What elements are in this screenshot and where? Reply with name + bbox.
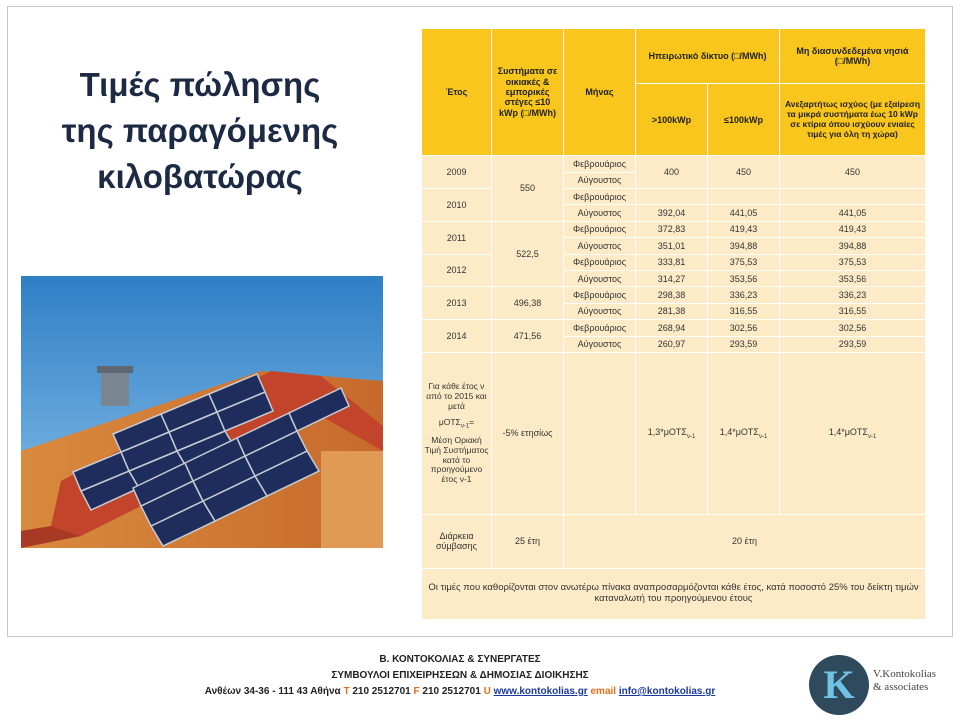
- cell-le100: 394,88: [708, 238, 780, 254]
- cell-note: Οι τιμές που καθορίζονται στον ανωτέρω πίνακα αναπροσαρμόζονται κάθε έτος, κατά ποσοστό 25% του δείκτη τιμών καταναλωτή του προηγούμενου έτους: [422, 568, 926, 619]
- cell-year: 2011: [422, 221, 492, 254]
- cell-islands: 302,56: [780, 320, 926, 336]
- logo-tagline: & associates: [873, 681, 929, 693]
- cell-from2015-label: [422, 353, 492, 515]
- footer-fax: 210 2512701: [422, 686, 481, 697]
- cell-duration-other: 20 έτη: [564, 515, 926, 568]
- cell-month: Αύγουστος: [564, 238, 636, 254]
- footer-website-link[interactable]: www.kontokolias.gr: [493, 686, 588, 697]
- cell-le100: [708, 189, 780, 205]
- cell-from2015-islands: [780, 353, 926, 515]
- cell-month: Φεβρουάριος: [564, 189, 636, 205]
- cell-month: Φεβρουάριος: [564, 287, 636, 303]
- cell-rooftop: 471,56: [492, 320, 564, 353]
- cell-islands: 419,43: [780, 221, 926, 237]
- title-line-3: κιλοβατώρας: [97, 158, 303, 195]
- cell-month: Φεβρουάριος: [564, 221, 636, 237]
- cell-duration-label: Διάρκεια σύμβασης: [422, 515, 492, 568]
- from2015-gt100-sub: ν-1: [686, 433, 696, 440]
- from2015-mots-sub: ν-1: [460, 423, 470, 430]
- company-logo: [808, 654, 870, 716]
- cell-month: Αύγουστος: [564, 205, 636, 221]
- cell-rooftop: 550: [492, 156, 564, 222]
- cell-islands: 336,23: [780, 287, 926, 303]
- cell-year: 2013: [422, 287, 492, 320]
- from2015-le100-text: 1,4*μΟΤΣ: [719, 426, 759, 437]
- header-mainland: Ηπειρωτικό δίκτυο (□/MWh): [636, 29, 780, 84]
- cell-gt100: 372,83: [636, 221, 708, 237]
- cell-gt100: 298,38: [636, 287, 708, 303]
- footer-f-label: F: [413, 686, 420, 697]
- header-islands: Μη διασυνδεδεμένα νησιά (□/MWh): [780, 29, 926, 84]
- cell-le100: 302,56: [708, 320, 780, 336]
- from2015-mots: μΟΤΣ: [438, 416, 461, 427]
- cell-month: Αύγουστος: [564, 303, 636, 319]
- header-month: Μήνας: [564, 29, 636, 156]
- header-le100: ≤100kWp: [708, 84, 780, 156]
- cell-from2015-gt100: [636, 353, 708, 515]
- footer-company: Β. ΚΟΝΤΟΚΟΛΙΑΣ & ΣΥΝΕΡΓΑΤΕΣ: [379, 654, 541, 665]
- title-line-1: Τιμές πώλησης: [79, 66, 321, 103]
- footer-email-label: email: [590, 686, 617, 697]
- cell-le100: 441,05: [708, 205, 780, 221]
- cell-rooftop: 522,5: [492, 221, 564, 287]
- cell-gt100: 400: [636, 156, 708, 189]
- cell-islands: 441,05: [780, 205, 926, 221]
- cell-month: Φεβρουάριος: [564, 156, 636, 172]
- from2015-islands-sub: ν-1: [867, 433, 877, 440]
- cell-gt100: 268,94: [636, 320, 708, 336]
- cell-month: Φεβρουάριος: [564, 320, 636, 336]
- cell-islands: 293,59: [780, 336, 926, 352]
- cell-islands: 353,56: [780, 271, 926, 287]
- table-row: [422, 221, 926, 237]
- logo-text: [873, 668, 936, 694]
- cell-le100: 316,55: [708, 303, 780, 319]
- table-row: [422, 156, 926, 172]
- cell-year: 2009: [422, 156, 492, 189]
- cell-year: 2012: [422, 254, 492, 287]
- table-row-from-2015: [422, 353, 926, 515]
- footer-contact: [0, 686, 940, 697]
- logo-letter: K: [823, 662, 855, 707]
- cell-gt100: 314,27: [636, 271, 708, 287]
- table-row: [422, 287, 926, 303]
- cell-month: Αύγουστος: [564, 172, 636, 188]
- header-autonomous: Ανεξαρτήτως ισχύος (με εξαίρεση τα μικρά συστήματα έως 10 kWp σε κτίρια όπου ισχύουν ενιαίες τιμές για όλη τη χώρα): [780, 84, 926, 156]
- cell-islands: 450: [780, 156, 926, 189]
- cell-gt100: 333,81: [636, 254, 708, 270]
- slide-title: [30, 62, 370, 200]
- cell-gt100: 392,04: [636, 205, 708, 221]
- header-rooftop: Συστήματα σε οικιακές & εμπορικές στέγες ≤10 kWp (□/MWh): [492, 29, 564, 156]
- cell-islands: 394,88: [780, 238, 926, 254]
- table-row: [422, 320, 926, 336]
- solar-roof-photo: [21, 276, 383, 548]
- feed-in-tariff-table: [421, 28, 926, 620]
- cell-islands: 316,55: [780, 303, 926, 319]
- logo-name: V.Kontokolias: [873, 668, 937, 680]
- title-line-2: της παραγόμενης: [61, 112, 339, 149]
- footer-email-link[interactable]: info@kontokolias.gr: [618, 686, 716, 697]
- cell-month: Αύγουστος: [564, 271, 636, 287]
- cell-from2015-rooftop: -5% ετησίως: [492, 353, 564, 515]
- from2015-line-a: Για κάθε έτος ν από το 2015 και μετά: [426, 381, 487, 411]
- from2015-gt100-text: 1,3*μΟΤΣ: [647, 426, 687, 437]
- footer-u-label: U: [483, 686, 491, 697]
- footer-phone: 210 2512701: [352, 686, 411, 697]
- from2015-le100-sub: ν-1: [758, 433, 768, 440]
- footer-address: Ανθέων 34-36 - 111 43 Αθήνα: [204, 686, 341, 697]
- table-row-note: [422, 568, 926, 619]
- from2015-line-c: Μέση Οριακή Τιμή Συστήματος κατά το προηγούμενο έτος ν-1: [424, 435, 489, 485]
- cell-le100: 419,43: [708, 221, 780, 237]
- header-year: Έτος: [422, 29, 492, 156]
- from2015-islands-text: 1,4*μΟΤΣ: [828, 426, 868, 437]
- cell-gt100: 351,01: [636, 238, 708, 254]
- cell-le100: 353,56: [708, 271, 780, 287]
- from2015-line-b: [424, 418, 489, 431]
- cell-le100: 375,53: [708, 254, 780, 270]
- header-gt100: >100kWp: [636, 84, 708, 156]
- footer-subtitle: ΣΥΜΒΟΥΛΟΙ ΕΠΙΧΕΙΡΗΣΕΩΝ & ΔΗΜΟΣΙΑΣ ΔΙΟΙΚΗΣΗΣ: [331, 670, 589, 681]
- cell-duration-rooftop: 25 έτη: [492, 515, 564, 568]
- cell-month: Αύγουστος: [564, 336, 636, 352]
- cell-year: 2014: [422, 320, 492, 353]
- cell-year: 2010: [422, 189, 492, 222]
- cell-islands: 375,53: [780, 254, 926, 270]
- cell-le100: 450: [708, 156, 780, 189]
- table-row-duration: [422, 515, 926, 568]
- cell-from2015-month: [564, 353, 636, 515]
- footer-t-label: T: [343, 686, 350, 697]
- from2015-eq: =: [469, 416, 475, 427]
- cell-le100: 336,23: [708, 287, 780, 303]
- cell-month: Φεβρουάριος: [564, 254, 636, 270]
- cell-islands: [780, 189, 926, 205]
- cell-from2015-le100: [708, 353, 780, 515]
- cell-gt100: 281,38: [636, 303, 708, 319]
- cell-le100: 293,59: [708, 336, 780, 352]
- cell-gt100: [636, 189, 708, 205]
- cell-rooftop: 496,38: [492, 287, 564, 320]
- cell-gt100: 260,97: [636, 336, 708, 352]
